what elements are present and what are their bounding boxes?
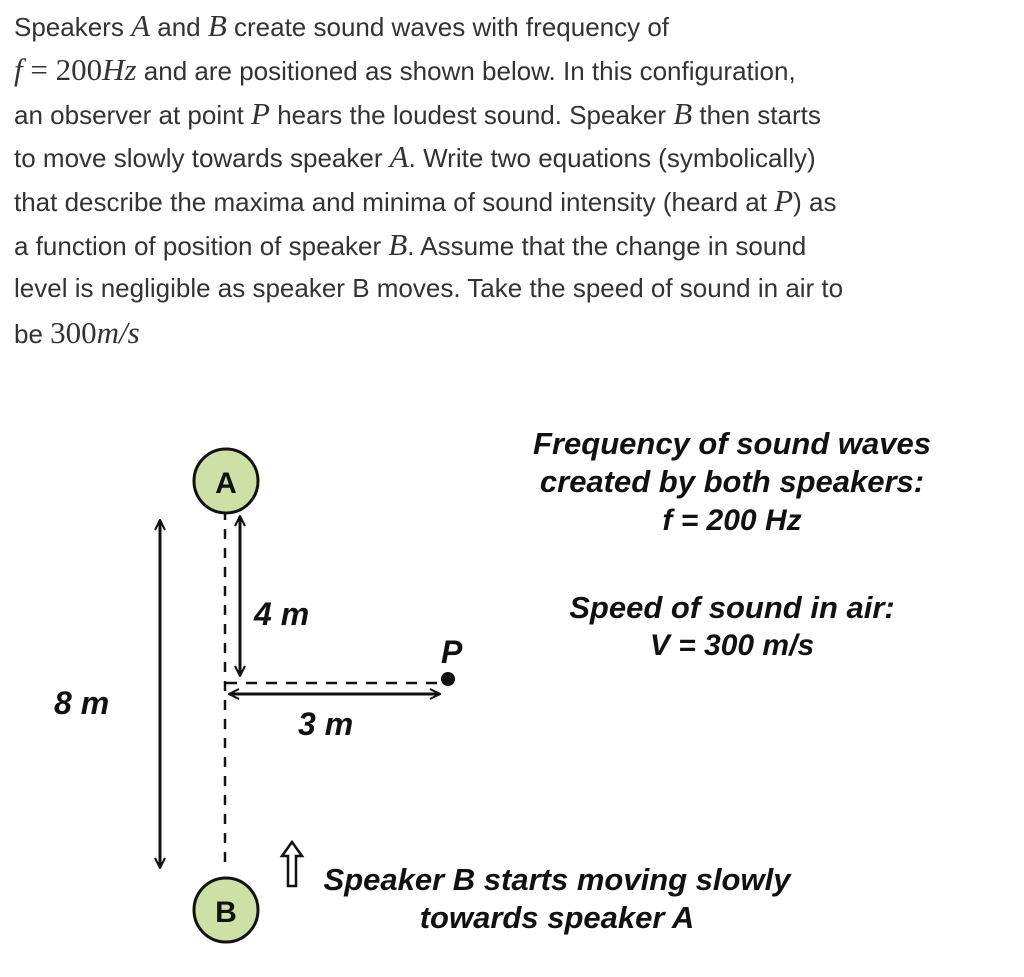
text-run: then starts bbox=[692, 99, 821, 130]
text-run: . Assume that the change in sound bbox=[407, 230, 807, 261]
dimension-label-8m: 8 m bbox=[54, 685, 110, 721]
text-run: that describe the maxima and minima of sound intensity (heard at bbox=[14, 187, 775, 218]
math-var: P bbox=[251, 95, 270, 131]
text-run: . Write two equations (symbolically) bbox=[408, 143, 816, 174]
speaker-a bbox=[194, 449, 258, 513]
frequency-value: f = 200 Hz bbox=[662, 504, 802, 537]
speaker-b bbox=[194, 878, 258, 942]
text-run: and are positioned as shown below. In this configuration, bbox=[136, 55, 796, 86]
math-var: A bbox=[389, 139, 409, 175]
text-run: create sound waves with frequency of bbox=[226, 12, 670, 42]
motion-note-line1: Speaker B starts moving slowly bbox=[323, 862, 791, 897]
up-arrow-icon bbox=[282, 842, 302, 886]
point-p-dot bbox=[441, 672, 455, 686]
text-run: Speakers bbox=[14, 12, 132, 42]
frequency-info-line1: Frequency of sound waves bbox=[533, 426, 931, 461]
point-p-label: P bbox=[441, 634, 463, 670]
text-run: and bbox=[150, 12, 208, 42]
math-var: z bbox=[124, 51, 137, 87]
speaker-a-label: A bbox=[215, 467, 237, 500]
text-run: level is negligible as speaker B moves. Take the speed of sound in air to bbox=[14, 272, 844, 303]
text-run: hears the loudest sound. Speaker bbox=[269, 99, 674, 130]
dimension-label-3m: 3 m bbox=[298, 706, 354, 742]
math-var: f bbox=[14, 51, 23, 87]
dimension-label-4m: 4 m bbox=[254, 596, 310, 632]
math-var: B bbox=[207, 8, 227, 43]
motion-note-line2: towards speaker A bbox=[419, 900, 695, 935]
text-run: to move slowly towards speaker bbox=[14, 143, 390, 174]
math-var: P bbox=[774, 183, 794, 219]
math-number: 300 bbox=[50, 314, 97, 350]
text-run: ) as bbox=[793, 187, 837, 218]
math-var: B bbox=[673, 95, 693, 131]
speaker-b-label: B bbox=[215, 896, 237, 929]
frequency-info-line2: created by both speakers: bbox=[539, 464, 925, 499]
math-unit: m/s bbox=[96, 314, 140, 350]
math-var: A bbox=[131, 8, 151, 43]
math-var: B bbox=[388, 226, 408, 262]
text-run: be bbox=[14, 318, 51, 349]
text-run: an observer at point bbox=[14, 99, 252, 130]
speed-info-line1: Speed of sound in air: bbox=[569, 590, 895, 625]
speed-value: V = 300 m/s bbox=[649, 629, 815, 662]
math-var: H bbox=[102, 51, 125, 87]
math-expr: = 200 bbox=[22, 51, 103, 87]
text-run: a function of position of speaker bbox=[14, 230, 389, 261]
